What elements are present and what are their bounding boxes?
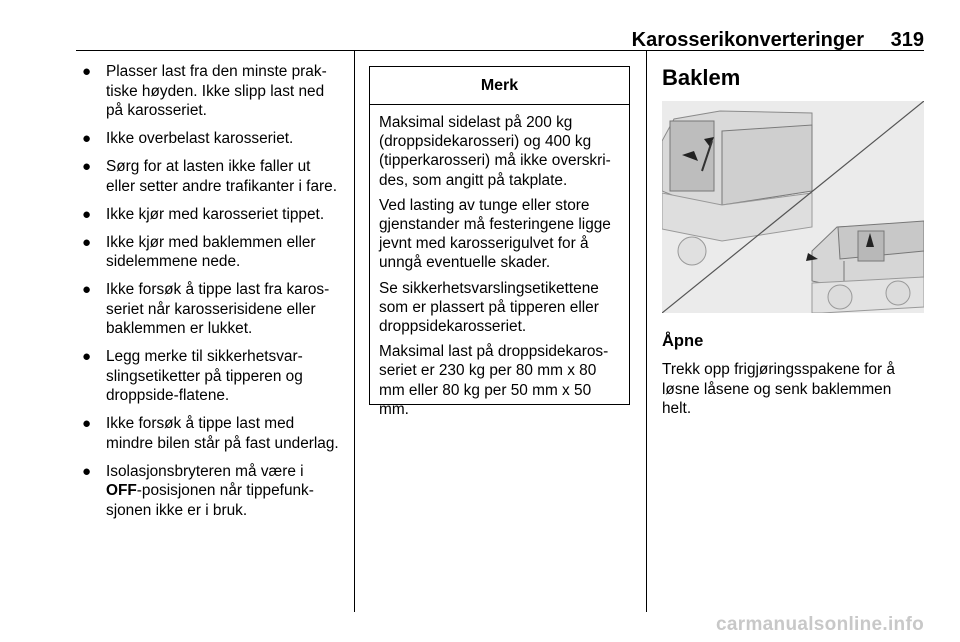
note-title: Merk [370,67,629,105]
note-paragraph: Maksimal sidelast på 200 kg (droppsidekarosseri) og 400 kg (tipperkarosseri) må ikke overskrides, som angitt på takplate. [379,114,611,189]
bullet-dot: ● [82,158,92,175]
note-paragraph: Maksimal last på droppsidekarosseriet er 230 kg per 80 mm x 80 mm eller 80 kg per 50 mm x 50 mm. [379,343,609,418]
bullet-text: Plasser last fra den minste praktiske høyden. Ikke slipp last ned på karosseriet. [106,63,327,119]
bullet-dot: ● [82,63,92,80]
bullet-item [78,233,342,272]
note-paragraph: Ved lasting av tunge eller store gjenstander må festeringene ligge jevnt med karosserigulvet for å unngå eventuelle skader. [379,196,611,272]
bullet-item [78,129,342,149]
bullet-dot: ● [82,205,92,223]
tailgate-illustration-icon [662,101,924,313]
bullet-text: Ikke forsøk å tippe last med mindre bilen står på fast underlag. [106,415,339,452]
page-number: 319 [890,29,924,51]
bullet-dot: ● [82,281,92,298]
body-paragraph: Trekk opp frigjøringsspakene for å løsne låsene og senk baklemmen helt. [662,361,895,417]
bullet-text: Legg merke til sikkerhetsvarslingsetiketter på tipperen og droppside-flatene. [106,348,303,404]
header-rule [76,50,924,51]
note-body [370,105,629,419]
bullet-text: Ikke kjør med baklemmen eller sidelemmene nede. [106,233,316,270]
bullet-item [78,280,342,339]
note-box [369,66,630,418]
note-paragraph: Se sikkerhetsvarslingsetikettene som er plassert på tipperen eller droppsidekarosseriet. [379,279,599,336]
bullet-text: Sørg for at lasten ikke faller ut eller setter andre trafikanter i fare. [106,158,337,195]
bullet-text: Ikke forsøk å tippe last fra karosseriet når karosserisidene eller baklemmen er lukket. [106,281,330,337]
bullet-item [78,62,342,121]
bullet-text-after: -posisjonen når tippefunksjonen ikke er i bruk. [106,482,314,519]
bullet-item [78,157,342,196]
bullet-dot: ● [82,130,92,147]
left-column-bullet-list [78,62,342,529]
bullet-text: Ikke overbelast karosseriet. [106,130,294,147]
bullet-item [78,462,342,521]
bullet-text-before: Isolasjonsbryteren må være i [106,462,304,480]
page-header-title: Karosserikonverteringer [631,29,864,51]
bullet-item [78,347,342,406]
bullet-text: Ikke kjør med karosseriet tippet. [106,205,325,223]
section-heading: Baklem [662,65,741,90]
bullet-dot: ● [82,415,92,432]
watermark-text: carmanualsonline.info [716,614,924,635]
bullet-dot: ● [82,233,92,251]
bullet-item [78,205,342,225]
bullet-dot: ● [82,348,92,365]
bullet-item [78,414,342,453]
subsection-heading: Åpne [662,332,704,350]
bullet-text-bold: OFF [106,482,137,499]
column-divider-left [354,50,355,612]
bullet-dot: ● [82,462,92,480]
column-divider-right [646,50,647,612]
